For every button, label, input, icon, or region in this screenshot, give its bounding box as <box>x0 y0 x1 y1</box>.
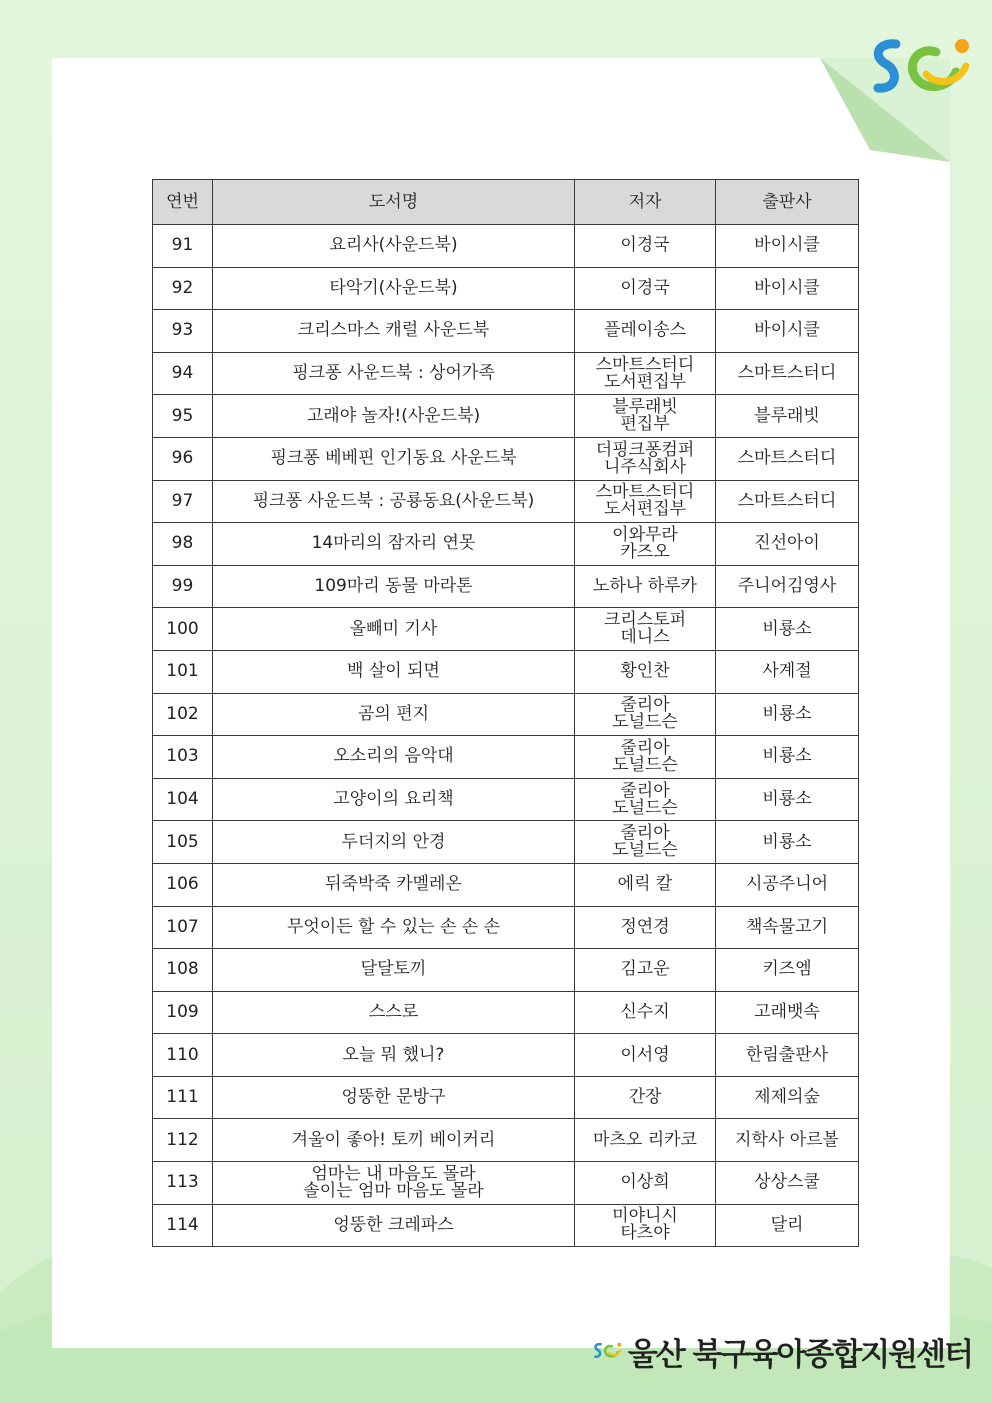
cell-title: 곰의 편지 <box>213 693 575 736</box>
cell-title: 올빼미 기사 <box>213 608 575 651</box>
table-row <box>153 821 859 864</box>
cell-title: 핑크퐁 사운드북 : 공룡동요(사운드북) <box>213 480 575 523</box>
cell-publisher: 제제의숲 <box>716 1076 859 1119</box>
cell-title: 스스로 <box>213 991 575 1034</box>
table-row <box>153 480 859 523</box>
table-row <box>153 906 859 949</box>
cell-no: 102 <box>153 693 213 736</box>
cell-title: 엄마는 내 마음도 몰라 솔이는 엄마 마음도 몰라 <box>213 1162 575 1205</box>
cell-author: 이와무라 카즈오 <box>575 523 716 566</box>
cell-author: 이경국 <box>575 225 716 268</box>
cell-no: 100 <box>153 608 213 651</box>
cell-publisher: 바이시클 <box>716 225 859 268</box>
cell-author: 스마트스터디 도서편집부 <box>575 352 716 395</box>
table-row <box>153 267 859 310</box>
table-row <box>153 693 859 736</box>
cell-author: 크리스토퍼 데니스 <box>575 608 716 651</box>
cell-publisher: 바이시클 <box>716 267 859 310</box>
footer-brand <box>592 1320 972 1382</box>
cell-no: 113 <box>153 1162 213 1205</box>
cell-publisher: 진선아이 <box>716 523 859 566</box>
cell-no: 109 <box>153 991 213 1034</box>
cell-author: 이서영 <box>575 1034 716 1077</box>
cell-author: 황인찬 <box>575 650 716 693</box>
cell-title: 겨울이 좋아! 토끼 베이커리 <box>213 1119 575 1162</box>
brand-name: 울산 북구육아종합지원센터 <box>627 1336 972 1373</box>
cell-publisher: 상상스쿨 <box>716 1162 859 1205</box>
cell-author: 블루래빗 편집부 <box>575 395 716 438</box>
cell-publisher: 사계절 <box>716 650 859 693</box>
cell-publisher: 지학사 아르볼 <box>716 1119 859 1162</box>
center-logo-icon <box>866 34 978 102</box>
table-row <box>153 565 859 608</box>
table-row <box>153 1076 859 1119</box>
cell-no: 97 <box>153 480 213 523</box>
cell-no: 106 <box>153 863 213 906</box>
table-body <box>153 225 859 1247</box>
table-row <box>153 352 859 395</box>
cell-publisher: 한림출판사 <box>716 1034 859 1077</box>
cell-publisher: 비룡소 <box>716 736 859 779</box>
header-publisher: 출판사 <box>716 180 859 225</box>
cell-no: 91 <box>153 225 213 268</box>
cell-publisher: 블루래빗 <box>716 395 859 438</box>
cell-publisher: 바이시클 <box>716 310 859 353</box>
header-title: 도서명 <box>213 180 575 225</box>
cell-author: 간장 <box>575 1076 716 1119</box>
cell-publisher: 스마트스터디 <box>716 437 859 480</box>
table-row <box>153 310 859 353</box>
table-row <box>153 1119 859 1162</box>
cell-author: 줄리아 도널드슨 <box>575 736 716 779</box>
cell-no: 107 <box>153 906 213 949</box>
cell-no: 95 <box>153 395 213 438</box>
cell-no: 111 <box>153 1076 213 1119</box>
cell-author: 이경국 <box>575 267 716 310</box>
cell-publisher: 키즈엠 <box>716 949 859 992</box>
cell-no: 114 <box>153 1204 213 1247</box>
table-header-row <box>153 180 859 225</box>
cell-publisher: 달리 <box>716 1204 859 1247</box>
table-row <box>153 1204 859 1247</box>
cell-publisher: 스마트스터디 <box>716 480 859 523</box>
cell-no: 96 <box>153 437 213 480</box>
cell-author: 더핑크퐁컴퍼 니주식회사 <box>575 437 716 480</box>
table-row <box>153 991 859 1034</box>
cell-no: 92 <box>153 267 213 310</box>
cell-publisher: 비룡소 <box>716 778 859 821</box>
table-row <box>153 949 859 992</box>
cell-publisher: 스마트스터디 <box>716 352 859 395</box>
cell-publisher: 주니어김영사 <box>716 565 859 608</box>
table-row <box>153 395 859 438</box>
table-row <box>153 736 859 779</box>
cell-author: 스마트스터디 도서편집부 <box>575 480 716 523</box>
table-row <box>153 1034 859 1077</box>
cell-title: 백 살이 되면 <box>213 650 575 693</box>
cell-author: 신수지 <box>575 991 716 1034</box>
cell-author: 플레이송스 <box>575 310 716 353</box>
cell-title: 타악기(사운드북) <box>213 267 575 310</box>
cell-title: 14마리의 잠자리 연못 <box>213 523 575 566</box>
cell-author: 이상희 <box>575 1162 716 1205</box>
cell-title: 109마리 동물 마라톤 <box>213 565 575 608</box>
table-row <box>153 778 859 821</box>
table-row <box>153 650 859 693</box>
cell-no: 99 <box>153 565 213 608</box>
cell-title: 고래야 놀자!(사운드북) <box>213 395 575 438</box>
cell-title: 엉뚱한 문방구 <box>213 1076 575 1119</box>
cell-no: 105 <box>153 821 213 864</box>
cell-no: 101 <box>153 650 213 693</box>
cell-title: 고양이의 요리책 <box>213 778 575 821</box>
cell-author: 마츠오 리카코 <box>575 1119 716 1162</box>
cell-publisher: 시공주니어 <box>716 863 859 906</box>
header-no: 연번 <box>153 180 213 225</box>
header-author: 저자 <box>575 180 716 225</box>
cell-author: 미야니시 타츠야 <box>575 1204 716 1247</box>
cell-no: 93 <box>153 310 213 353</box>
cell-title: 엉뚱한 크레파스 <box>213 1204 575 1247</box>
cell-author: 줄리아 도널드슨 <box>575 821 716 864</box>
cell-title: 핑크퐁 사운드북 : 상어가족 <box>213 352 575 395</box>
cell-author: 김고운 <box>575 949 716 992</box>
cell-no: 103 <box>153 736 213 779</box>
cell-title: 달달토끼 <box>213 949 575 992</box>
cell-title: 뒤죽박죽 카멜레온 <box>213 863 575 906</box>
cell-author: 에릭 칼 <box>575 863 716 906</box>
cell-no: 104 <box>153 778 213 821</box>
cell-publisher: 비룡소 <box>716 693 859 736</box>
cell-author: 정연경 <box>575 906 716 949</box>
cell-author: 줄리아 도널드슨 <box>575 693 716 736</box>
footer-logo-icon <box>592 1324 624 1378</box>
cell-title: 오소리의 음악대 <box>213 736 575 779</box>
cell-publisher: 비룡소 <box>716 608 859 651</box>
cell-no: 94 <box>153 352 213 395</box>
cell-title: 오늘 뭐 했니? <box>213 1034 575 1077</box>
table-row <box>153 225 859 268</box>
cell-author: 줄리아 도널드슨 <box>575 778 716 821</box>
cell-title: 무엇이든 할 수 있는 손 손 손 <box>213 906 575 949</box>
cell-no: 108 <box>153 949 213 992</box>
table-row <box>153 437 859 480</box>
table-row <box>153 863 859 906</box>
cell-title: 크리스마스 캐럴 사운드북 <box>213 310 575 353</box>
cell-no: 112 <box>153 1119 213 1162</box>
book-list-table <box>152 179 859 1247</box>
cell-publisher: 고래뱃속 <box>716 991 859 1034</box>
cell-title: 핑크퐁 베베핀 인기동요 사운드북 <box>213 437 575 480</box>
table-row <box>153 523 859 566</box>
table-row <box>153 608 859 651</box>
cell-title: 요리사(사운드북) <box>213 225 575 268</box>
cell-no: 98 <box>153 523 213 566</box>
cell-author: 노하나 하루카 <box>575 565 716 608</box>
cell-no: 110 <box>153 1034 213 1077</box>
cell-publisher: 비룡소 <box>716 821 859 864</box>
table-row <box>153 1162 859 1205</box>
cell-publisher: 책속물고기 <box>716 906 859 949</box>
cell-title: 두더지의 안경 <box>213 821 575 864</box>
